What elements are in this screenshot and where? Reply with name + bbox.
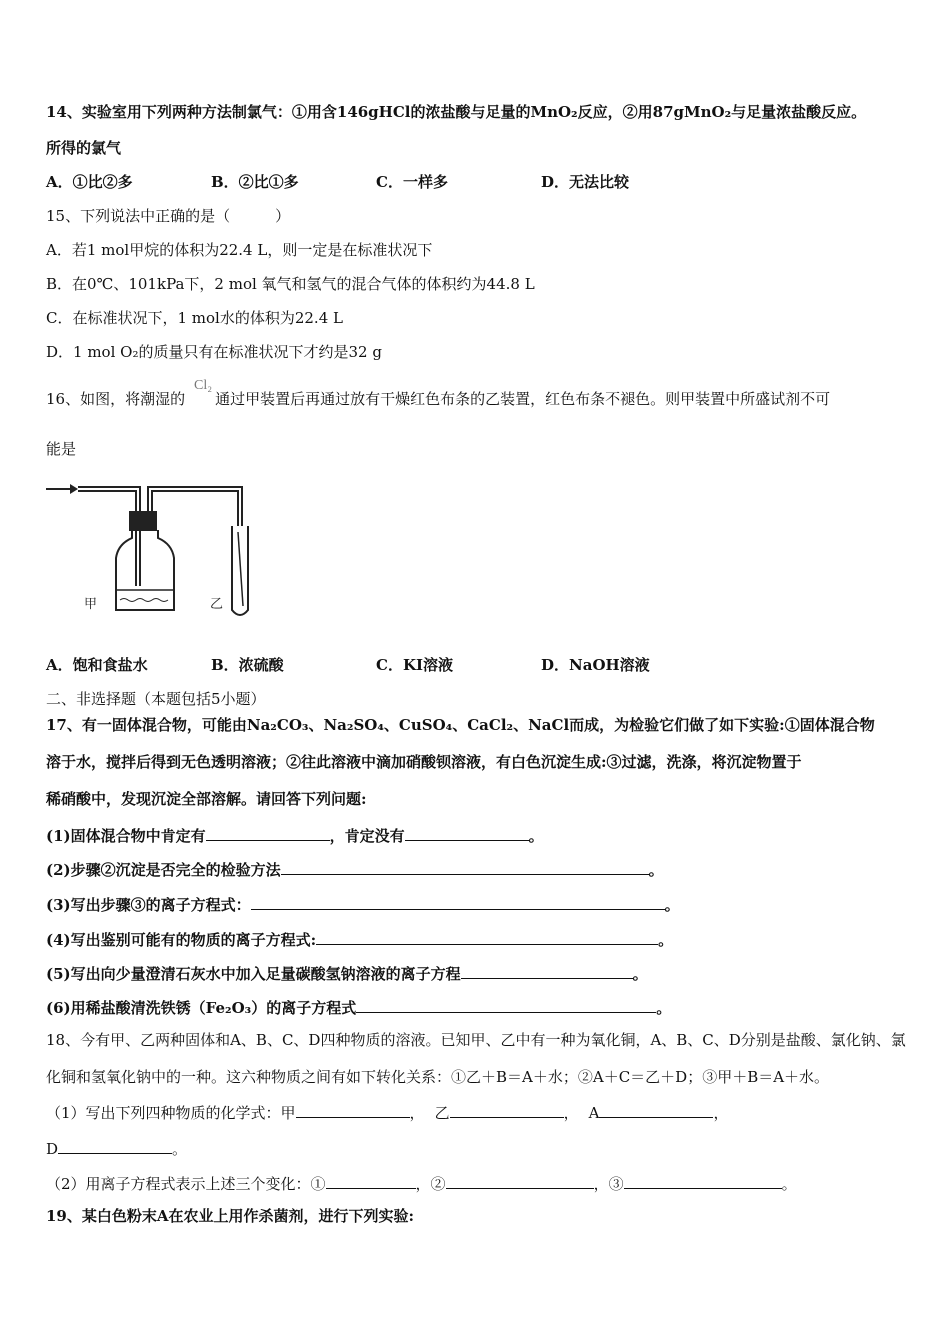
q17-sub2-blank[interactable] — [281, 858, 649, 875]
q16-option-a: A．饱和食盐水 — [46, 656, 148, 674]
q18-blank-jia[interactable] — [296, 1101, 410, 1118]
q18-blank-a[interactable] — [599, 1101, 713, 1118]
q18-sub1-label-d: D — [46, 1140, 59, 1158]
q17-stem-line3: 稀硝酸中，发现沉淀全部溶解。请回答下列问题: — [46, 790, 367, 808]
q16-option-b: B．浓硫酸 — [211, 656, 284, 674]
q17-sub5 — [46, 962, 910, 984]
dry-red-cloth — [238, 532, 243, 606]
q14-option-a: A．①比②多 — [46, 173, 133, 191]
q17-sub3-end: 。 — [664, 896, 680, 914]
inlet-tube — [78, 487, 140, 586]
q18-blank-eq3[interactable] — [624, 1172, 782, 1189]
q17-sub4-blank[interactable] — [316, 928, 658, 945]
q14-option-b: B．②比①多 — [211, 173, 299, 191]
q17-sub1-end: 。 — [528, 827, 544, 845]
apparatus-figure — [44, 474, 304, 624]
q18-sub1-label-jia: （1）写出下列四种物质的化学式：甲 — [46, 1104, 296, 1122]
q16-stem-part2: 通过甲装置后再通过放有干燥红色布条的乙装置，红色布条不褪色。则甲装置中所盛试剂不可 — [215, 390, 831, 408]
q16-option-d: D．NaOH溶液 — [541, 656, 650, 674]
q18-sub2-label-3: ，③ — [593, 1175, 624, 1193]
q14-stem-line1: 14、实验室用下列两种方法制氯气：①用含146gHCl的浓盐酸与足量的MnO₂反应，②用87gMnO₂与足量浓盐酸反应。 — [46, 103, 867, 121]
q17-sub1-label-b: ，肯定没有 — [329, 827, 405, 845]
inlet-arrow-head — [70, 484, 78, 494]
q17-stem-line2: 溶于水，搅拌后得到无色透明溶液；②往此溶液中滴加硝酸钡溶液，有白色沉淀生成:③过滤，洗涤，将沉淀物置于 — [46, 753, 802, 771]
q18-sub1-cont — [46, 1137, 910, 1159]
q18-blank-d[interactable] — [58, 1137, 172, 1154]
q17-sub2-label: (2)步骤②沉淀是否完全的检验方法 — [46, 861, 281, 879]
q17-sub5-label: (5)写出向少量澄清石灰水中加入足量碳酸氢钠溶液的离子方程 — [46, 965, 461, 983]
q18-sub2-label-1: （2）用离子方程式表示上述三个变化：① — [46, 1175, 326, 1193]
q17-sub1-blank-a[interactable] — [206, 824, 330, 841]
q17-sub1-blank-b[interactable] — [405, 824, 529, 841]
label-yi: 乙 — [210, 597, 224, 612]
q18-sub1-comma-2: ， — [563, 1104, 579, 1122]
bottle-liquid-wave — [120, 599, 168, 602]
q17-sub3 — [46, 893, 910, 915]
q18-sub1-comma-1: ， — [409, 1104, 425, 1122]
bottle-jia — [116, 530, 174, 610]
q17-sub5-blank[interactable] — [461, 962, 633, 979]
q17-sub3-label: (3)写出步骤③的离子方程式： — [46, 896, 251, 914]
outlet-tube — [148, 487, 242, 526]
q17-sub2-end: 。 — [648, 861, 664, 879]
q17-sub2 — [46, 858, 910, 880]
outlet-tube-inner — [152, 491, 238, 526]
q18-sub2-label-2: ，② — [415, 1175, 446, 1193]
q16-stem-part1: 16、如图，将潮湿的 — [46, 390, 186, 408]
q18-blank-eq2[interactable] — [446, 1172, 594, 1189]
q16-option-c: C．KI溶液 — [376, 656, 453, 674]
q17-sub6 — [46, 996, 910, 1018]
q18-sub1-end: 。 — [172, 1140, 188, 1158]
q18-sub2-end: 。 — [781, 1175, 797, 1193]
q14-option-c: C．一样多 — [376, 173, 448, 191]
q17-sub4 — [46, 928, 910, 950]
q17-stem-line1: 17、有一固体混合物，可能由Na₂CO₃、Na₂SO₄、CuSO₄、CaCl₂、NaCl而成，为检验它们做了如下实验:①固体混合物 — [46, 716, 875, 734]
q18-sub1-label-a: A — [588, 1104, 600, 1122]
q14-stem-line2: 所得的氯气 — [46, 139, 122, 157]
q17-sub5-end: 。 — [632, 965, 648, 983]
q18-stem-line1: 18、今有甲、乙两种固体和A、B、C、D四种物质的溶液。已知甲、乙中有一种为氧化铜，A、B、C、D分别是盐酸、氯化钠、氯 — [46, 1031, 906, 1049]
q18-blank-yi[interactable] — [450, 1101, 564, 1118]
bottle-stopper — [130, 512, 156, 530]
q17-sub6-end: 。 — [656, 999, 672, 1017]
q15-option-c: C．在标准状况下，1 mol水的体积为22.4 L — [46, 309, 343, 327]
q15-option-b: B．在0℃、101kPa下，2 mol 氧气和氢气的混合气体的体积约为44.8 L — [46, 275, 535, 293]
q17-sub3-blank[interactable] — [251, 893, 665, 910]
q19-stem: 19、某白色粉末A在农业上用作杀菌剂，进行下列实验: — [46, 1207, 415, 1225]
q15-option-d: D．1 mol O₂的质量只有在标准状况下才约是32 g — [46, 343, 382, 361]
q18-sub1-label-yi: 乙 — [434, 1104, 450, 1122]
q15-stem: 15、下列说法中正确的是（ ） — [46, 207, 291, 225]
q14-option-d: D．无法比较 — [541, 173, 630, 191]
section-heading: 二、非选择题（本题包括5小题） — [46, 690, 266, 708]
q16-cl2-formula: Cl₂ — [194, 378, 213, 393]
inlet-tube-inner — [78, 491, 136, 586]
q17-sub1-label-a: (1)固体混合物中肯定有 — [46, 827, 206, 845]
q15-option-a: A．若1 mol甲烷的体积为22.4 L，则一定是在标准状况下 — [46, 241, 433, 259]
q17-sub1 — [46, 824, 910, 846]
q18-blank-eq1[interactable] — [326, 1172, 416, 1189]
label-jia: 甲 — [84, 597, 98, 612]
q17-sub4-label: (4)写出鉴别可能有的物质的离子方程式: — [46, 931, 317, 949]
q17-sub6-blank[interactable] — [356, 996, 656, 1013]
q17-sub4-end: 。 — [658, 931, 674, 949]
q18-sub2 — [46, 1172, 910, 1194]
q18-stem-line2: 化铜和氢氧化钠中的一种。这六种物质之间有如下转化关系：①乙＋B＝A＋水；②A＋C＝乙＋D；③甲＋B＝A＋水。 — [46, 1068, 830, 1086]
q18-sub1-comma-3: ， — [713, 1104, 729, 1122]
q16-stem-line2: 能是 — [46, 440, 77, 458]
q17-sub6-label: (6)用稀盐酸清洗铁锈（Fe₂O₃）的离子方程式 — [46, 999, 357, 1017]
q18-sub1 — [46, 1101, 910, 1123]
q16-stem-line1 — [46, 389, 910, 409]
